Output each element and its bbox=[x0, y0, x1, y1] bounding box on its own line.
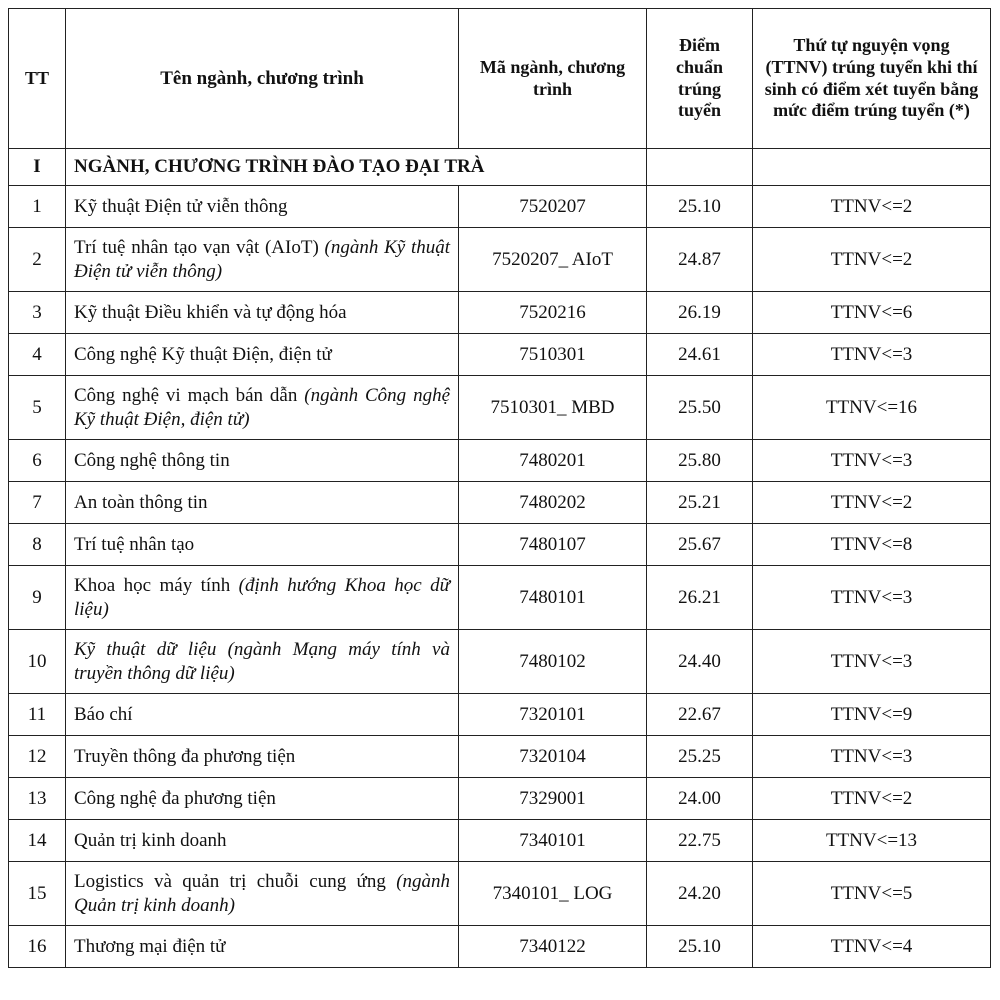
cutoff-score: 24.40 bbox=[647, 630, 753, 694]
cutoff-score: 25.50 bbox=[647, 376, 753, 440]
program-name-text: An toàn thông tin bbox=[74, 491, 208, 513]
program-name bbox=[66, 566, 459, 630]
header-ttnv: Thứ tự nguyện vọng (TTNV) trúng tuyển khi thí sinh có điểm xét tuyển bằng mức điểm trúng tuyển (*) bbox=[753, 9, 991, 149]
row-number: 7 bbox=[9, 482, 66, 524]
header-row bbox=[9, 9, 991, 149]
cutoff-score: 22.75 bbox=[647, 820, 753, 862]
program-name-text: Quản trị kinh doanh bbox=[74, 829, 227, 851]
program-name-text: Công nghệ đa phương tiện bbox=[74, 787, 276, 809]
table-row bbox=[9, 228, 991, 292]
program-name-text: Thương mại điện tử bbox=[74, 935, 226, 957]
table-row bbox=[9, 186, 991, 228]
program-name-text: Kỹ thuật Điều khiển và tự động hóa bbox=[74, 301, 347, 323]
ttnv-value: TTNV<=4 bbox=[753, 926, 991, 968]
program-code: 7329001 bbox=[459, 778, 647, 820]
table-row bbox=[9, 440, 991, 482]
table-row bbox=[9, 926, 991, 968]
section-number: I bbox=[9, 149, 66, 186]
row-number: 1 bbox=[9, 186, 66, 228]
cutoff-score: 26.21 bbox=[647, 566, 753, 630]
table-row bbox=[9, 820, 991, 862]
table-row bbox=[9, 334, 991, 376]
cutoff-score: 25.25 bbox=[647, 736, 753, 778]
ttnv-value: TTNV<=2 bbox=[753, 482, 991, 524]
ttnv-value: TTNV<=3 bbox=[753, 630, 991, 694]
program-name bbox=[66, 228, 459, 292]
ttnv-value: TTNV<=5 bbox=[753, 862, 991, 926]
ttnv-value: TTNV<=3 bbox=[753, 736, 991, 778]
program-name-text: Công nghệ thông tin bbox=[74, 449, 230, 471]
table-row bbox=[9, 482, 991, 524]
program-code: 7480107 bbox=[459, 524, 647, 566]
row-number: 3 bbox=[9, 292, 66, 334]
program-note: (ngành Kỹ thuật Điện tử viễn thông) bbox=[74, 236, 451, 282]
program-note: (ngành Quản trị kinh doanh) bbox=[74, 870, 451, 916]
program-name-text: Truyền thông đa phương tiện bbox=[74, 745, 296, 767]
cutoff-score: 25.67 bbox=[647, 524, 753, 566]
ttnv-value: TTNV<=2 bbox=[753, 228, 991, 292]
cutoff-score: 25.21 bbox=[647, 482, 753, 524]
program-code: 7320104 bbox=[459, 736, 647, 778]
ttnv-value: TTNV<=9 bbox=[753, 694, 991, 736]
cutoff-score: 24.20 bbox=[647, 862, 753, 926]
program-note: (ngành Công nghệ Kỹ thuật Điện, điện tử) bbox=[74, 384, 451, 430]
row-number: 10 bbox=[9, 630, 66, 694]
ttnv-value: TTNV<=3 bbox=[753, 334, 991, 376]
table-row bbox=[9, 524, 991, 566]
program-code: 7520216 bbox=[459, 292, 647, 334]
row-number: 13 bbox=[9, 778, 66, 820]
program-name-text: Trí tuệ nhân tạo bbox=[74, 533, 195, 555]
cutoff-score: 25.10 bbox=[647, 186, 753, 228]
row-number: 12 bbox=[9, 736, 66, 778]
cutoff-score: 24.87 bbox=[647, 228, 753, 292]
program-name-text: Khoa học máy tính bbox=[74, 574, 231, 596]
cutoff-score: 26.19 bbox=[647, 292, 753, 334]
cutoff-score: 22.67 bbox=[647, 694, 753, 736]
program-name bbox=[66, 926, 459, 968]
program-name bbox=[66, 186, 459, 228]
program-code: 7340122 bbox=[459, 926, 647, 968]
row-number: 8 bbox=[9, 524, 66, 566]
program-name-text: Báo chí bbox=[74, 703, 133, 725]
ttnv-value: TTNV<=8 bbox=[753, 524, 991, 566]
row-number: 14 bbox=[9, 820, 66, 862]
ttnv-value: TTNV<=13 bbox=[753, 820, 991, 862]
cutoff-score: 25.80 bbox=[647, 440, 753, 482]
program-code: 7340101 bbox=[459, 820, 647, 862]
program-name bbox=[66, 334, 459, 376]
table-row bbox=[9, 736, 991, 778]
program-note: (định hướng Khoa học dữ liệu) bbox=[74, 574, 451, 620]
program-code: 7480201 bbox=[459, 440, 647, 482]
program-note: Kỹ thuật dữ liệu (ngành Mạng máy tính và truyền thông dữ liệu) bbox=[74, 638, 450, 684]
section-empty-cell bbox=[647, 149, 753, 186]
program-name-text: Kỹ thuật Điện tử viễn thông bbox=[74, 195, 288, 217]
row-number: 11 bbox=[9, 694, 66, 736]
program-name bbox=[66, 694, 459, 736]
ttnv-value: TTNV<=2 bbox=[753, 778, 991, 820]
header-name: Tên ngành, chương trình bbox=[66, 9, 459, 149]
table-row bbox=[9, 292, 991, 334]
header-score: Điểm chuẩn trúng tuyển bbox=[647, 9, 753, 149]
section-title: NGÀNH, CHƯƠNG TRÌNH ĐÀO TẠO ĐẠI TRÀ bbox=[66, 149, 647, 186]
program-code: 7510301_ MBD bbox=[459, 376, 647, 440]
row-number: 2 bbox=[9, 228, 66, 292]
program-code: 7480101 bbox=[459, 566, 647, 630]
program-name-text: Trí tuệ nhân tạo vạn vật (AIoT) bbox=[74, 236, 319, 258]
section-row bbox=[9, 149, 991, 186]
program-name bbox=[66, 292, 459, 334]
program-code: 7340101_ LOG bbox=[459, 862, 647, 926]
program-code: 7510301 bbox=[459, 334, 647, 376]
row-number: 16 bbox=[9, 926, 66, 968]
program-name bbox=[66, 820, 459, 862]
program-code: 7320101 bbox=[459, 694, 647, 736]
header-tt: TT bbox=[9, 9, 66, 149]
table-row bbox=[9, 376, 991, 440]
program-name bbox=[66, 630, 459, 694]
program-name bbox=[66, 482, 459, 524]
program-code: 7520207_ AIoT bbox=[459, 228, 647, 292]
program-code: 7480202 bbox=[459, 482, 647, 524]
ttnv-value: TTNV<=3 bbox=[753, 440, 991, 482]
cutoff-score: 24.61 bbox=[647, 334, 753, 376]
row-number: 15 bbox=[9, 862, 66, 926]
row-number: 6 bbox=[9, 440, 66, 482]
row-number: 4 bbox=[9, 334, 66, 376]
program-name-text: Công nghệ vi mạch bán dẫn bbox=[74, 384, 298, 406]
program-name-text: Công nghệ Kỹ thuật Điện, điện tử bbox=[74, 343, 332, 365]
table-row bbox=[9, 694, 991, 736]
program-name-text: Logistics và quản trị chuỗi cung ứng bbox=[74, 870, 386, 892]
program-code: 7520207 bbox=[459, 186, 647, 228]
row-number: 9 bbox=[9, 566, 66, 630]
table-row bbox=[9, 778, 991, 820]
table-row bbox=[9, 862, 991, 926]
program-name bbox=[66, 778, 459, 820]
program-name bbox=[66, 736, 459, 778]
program-name bbox=[66, 440, 459, 482]
ttnv-value: TTNV<=16 bbox=[753, 376, 991, 440]
ttnv-value: TTNV<=6 bbox=[753, 292, 991, 334]
ttnv-value: TTNV<=2 bbox=[753, 186, 991, 228]
section-empty-cell bbox=[753, 149, 991, 186]
program-name bbox=[66, 862, 459, 926]
row-number: 5 bbox=[9, 376, 66, 440]
program-name bbox=[66, 376, 459, 440]
ttnv-value: TTNV<=3 bbox=[753, 566, 991, 630]
header-code: Mã ngành, chương trình bbox=[459, 9, 647, 149]
cutoff-score: 24.00 bbox=[647, 778, 753, 820]
table-row bbox=[9, 566, 991, 630]
table-row bbox=[9, 630, 991, 694]
admission-score-table bbox=[8, 8, 991, 968]
program-code: 7480102 bbox=[459, 630, 647, 694]
program-name bbox=[66, 524, 459, 566]
cutoff-score: 25.10 bbox=[647, 926, 753, 968]
